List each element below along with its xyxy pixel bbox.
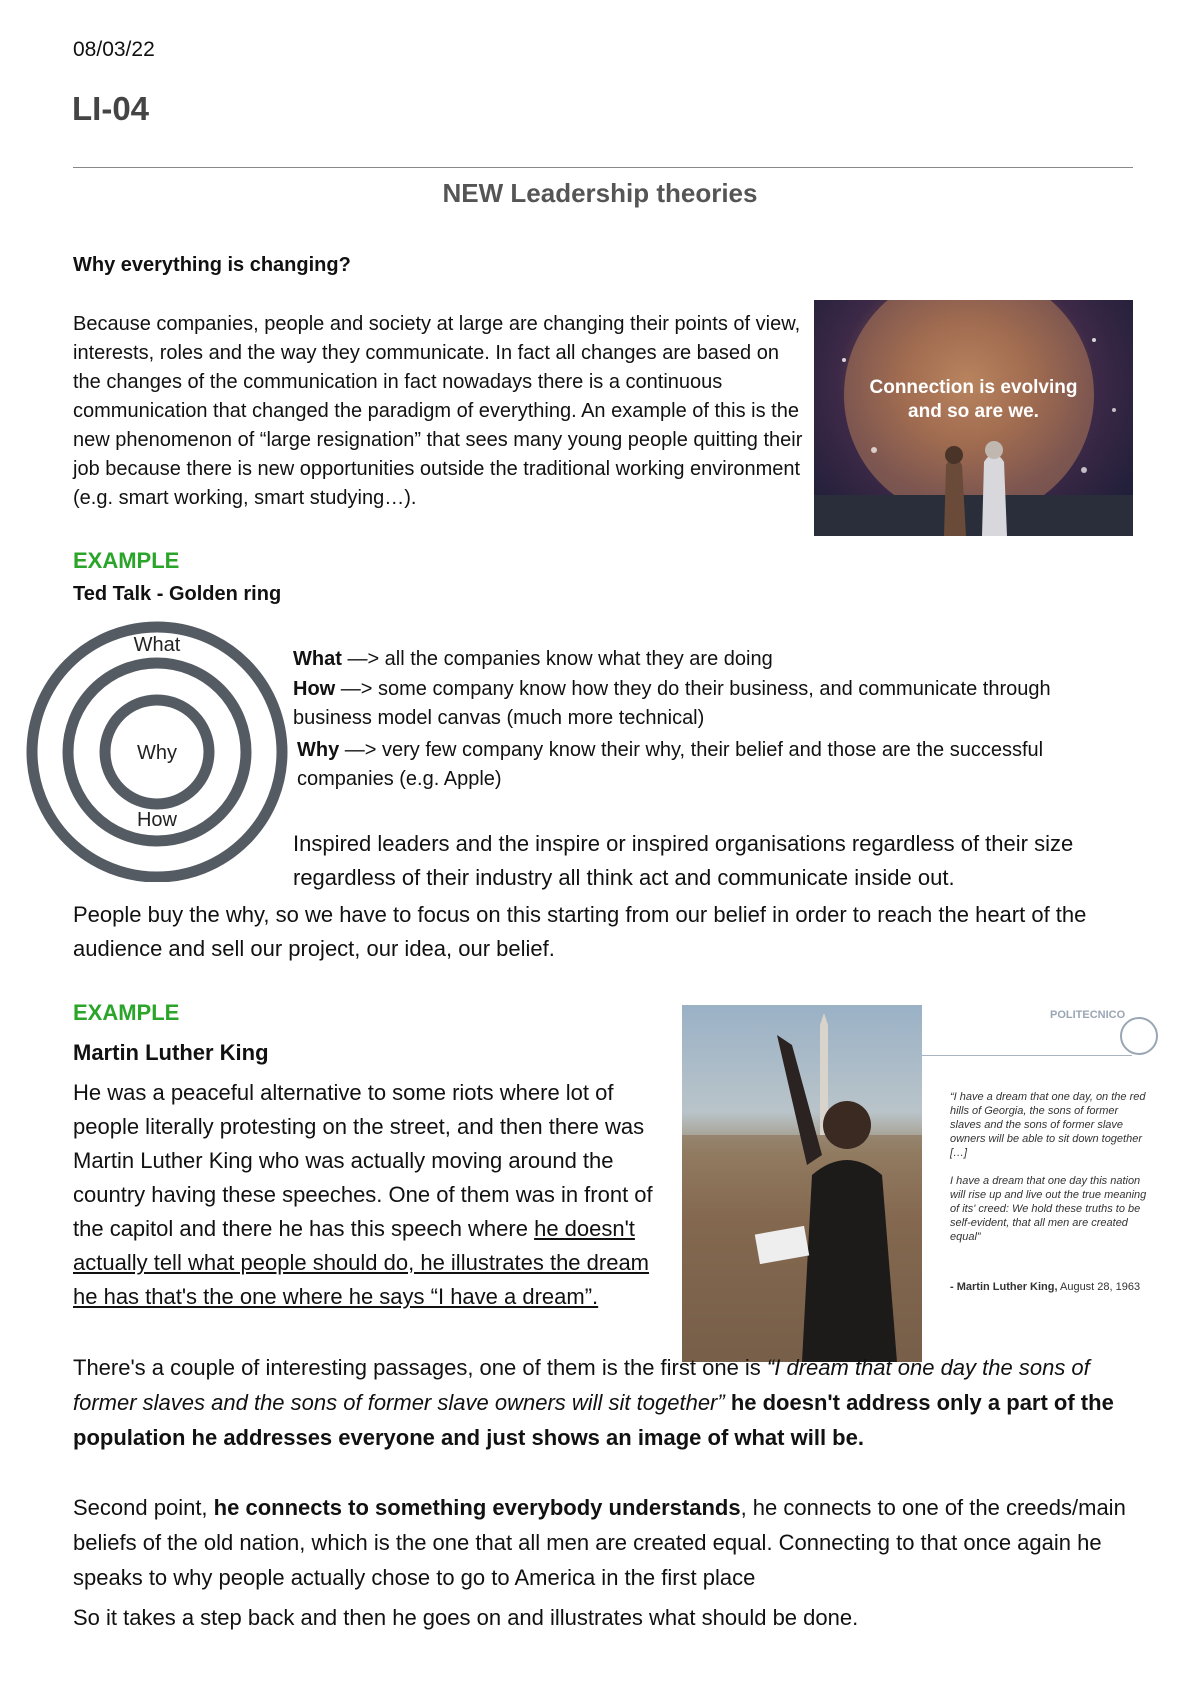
text-why: —> very few company know their why, their belief and those are the successful companies (e.g. Apple) bbox=[297, 739, 1044, 790]
example-label: EXAMPLE bbox=[73, 548, 180, 573]
university-seal-icon bbox=[1120, 1017, 1158, 1055]
second-start: Second point, bbox=[73, 1495, 214, 1520]
inspired-paragraph: Inspired leaders and the inspire or inspired organisations regardless of their size regardless of their industry all think act and communicate inside out. bbox=[293, 831, 1074, 890]
golden-ring-diagram bbox=[22, 612, 292, 882]
second-point-paragraph bbox=[73, 1490, 1143, 1595]
term-what: What bbox=[293, 648, 342, 670]
slide-quote-1: “I have a dream that one day, on the red hills of Georgia, the sons of former slaves and the sons of former slave owners will be able to sit down together […] bbox=[950, 1091, 1146, 1159]
example-title: Ted Talk - Golden ring bbox=[73, 583, 282, 605]
mlk-photo bbox=[682, 1005, 922, 1362]
date: 08/03/22 bbox=[73, 38, 155, 61]
passage-paragraph bbox=[73, 1350, 1143, 1455]
slide-quote bbox=[950, 1090, 1150, 1244]
passage-bold: he doesn't address only a part of the population he addresses everyone and just shows an image of what will be. bbox=[73, 1390, 1114, 1450]
second-bold: he connects to something everybody understands bbox=[213, 1495, 741, 1520]
term-how: How bbox=[293, 678, 336, 700]
people-paragraph: People buy the why, so we have to focus on this starting from our belief in order to reach the heart of the audience and sell our project, our idea, our belief. bbox=[73, 902, 1087, 961]
slide-author-date: August 28, 1963 bbox=[1057, 1281, 1141, 1293]
mlk-underlined-text: he doesn't actually tell what people should do, he illustrates the dream he has that's the one where he says “I have a dream”. bbox=[73, 1216, 650, 1309]
image-caption-line2: and so are we. bbox=[908, 401, 1039, 422]
text-how: —> some company know how they do their business, and communicate through business model canvas (much more technical) bbox=[293, 678, 1051, 729]
image-caption bbox=[814, 376, 1133, 424]
passage-start: There's a couple of interesting passages, one of them is the first one is bbox=[73, 1355, 767, 1380]
slide-author-name: - Martin Luther King, bbox=[950, 1281, 1058, 1293]
image-caption-line1: Connection is evolving bbox=[869, 377, 1078, 398]
divider bbox=[73, 167, 1133, 168]
page-title: LI-04 bbox=[72, 90, 150, 127]
ring-label-what: What bbox=[133, 634, 181, 656]
slide-author bbox=[950, 1280, 1150, 1294]
quote-slide bbox=[922, 1005, 1152, 1362]
definition-what bbox=[293, 645, 1113, 674]
step-back-paragraph: So it takes a step back and then he goes on and illustrates what should be done. bbox=[73, 1605, 859, 1630]
definition-why bbox=[297, 736, 1117, 794]
section-heading: NEW Leadership theories bbox=[442, 178, 758, 208]
term-why: Why bbox=[297, 739, 340, 761]
example-label-2: EXAMPLE bbox=[73, 1000, 180, 1025]
mlk-title: Martin Luther King bbox=[73, 1040, 269, 1065]
university-logo: POLITECNICO bbox=[1050, 1009, 1126, 1021]
definition-how bbox=[293, 675, 1113, 733]
slide-quote-2: I have a dream that one day this nation will rise up and live out the true meaning of its' creed: We hold these truths to be self-evident, that all men are created equal” bbox=[950, 1175, 1147, 1243]
passage-quote: “I dream that one day the sons of former slaves and the sons of former slave owners will sit together” bbox=[73, 1355, 1090, 1415]
intro-paragraph: Because companies, people and society at large are changing their points of view, interests, roles and the way they communicate. In fact all changes are based on the changes of the communication in fact nowadays there is a continuous communication that changed the paradigm of everything. An example of this is the new phenomenon of “large resignation” that sees many young people quitting their job because there is new opportunities outside the traditional working environment (e.g. smart working, smart studying…). bbox=[73, 313, 803, 509]
ring-label-how: How bbox=[136, 809, 178, 831]
ring-label-why: Why bbox=[137, 742, 177, 764]
mlk-paragraph-text: He was a peaceful alternative to some riots where lot of people literally protesting on the street, and then there was Martin Luther King who was actually moving around the country having these speeches. One of them was in front of the capitol and there he has this speech where bbox=[73, 1080, 653, 1241]
mlk-photo-scene bbox=[682, 1005, 922, 1362]
second-end: , he connects to one of the creeds/main beliefs of the old nation, which is the one that all men are created equal. Connecting to that once again he speaks to why people actually chose to go to America in the first place bbox=[73, 1495, 1126, 1590]
slide-divider bbox=[922, 1055, 1132, 1056]
text-what: —> all the companies know what they are doing bbox=[341, 648, 773, 670]
mlk-paragraph bbox=[73, 1076, 673, 1314]
question-heading: Why everything is changing? bbox=[73, 254, 351, 276]
connection-image bbox=[814, 300, 1133, 536]
